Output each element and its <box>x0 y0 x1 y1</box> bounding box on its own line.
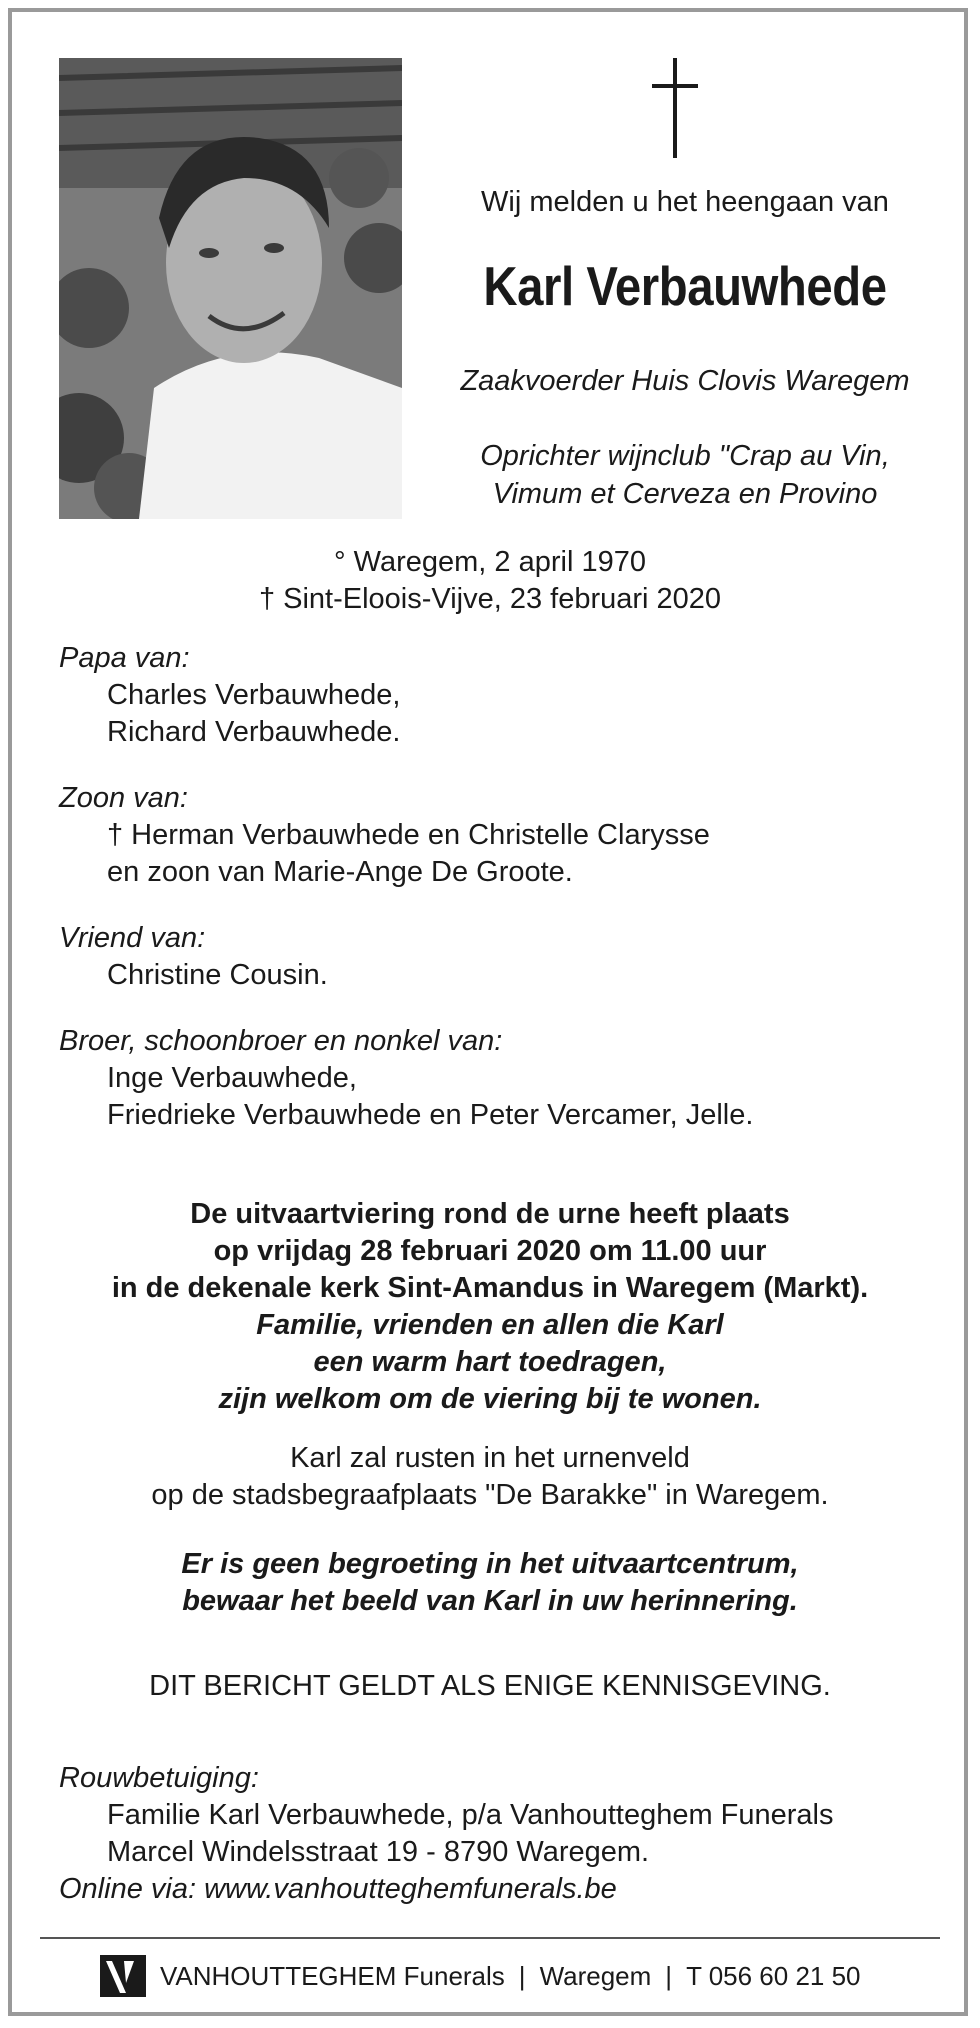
funeral-details <box>0 1196 980 1418</box>
footer <box>100 1951 861 2001</box>
greeting-line: bewaar het beeld van Karl in uw herinnering. <box>182 1585 798 1617</box>
footer-phone: T 056 60 21 50 <box>686 1960 861 1991</box>
death-date: † Sint-Eloois-Vijve, 23 februari 2020 <box>258 583 722 615</box>
footer-divider <box>40 1937 940 1939</box>
role-manager: Zaakvoerder Huis Clovis Waregem <box>460 365 910 397</box>
family-line: Christine Cousin. <box>107 959 328 991</box>
funeral-line: zijn welkom om de viering bij te wonen. <box>218 1383 762 1415</box>
greeting-note <box>0 1546 980 1620</box>
notice-text: DIT BERICHT GELDT ALS ENIGE KENNISGEVING. <box>149 1670 831 1702</box>
family-line: Inge Verbauwhede, <box>107 1062 357 1094</box>
family-heading: Papa van: <box>59 642 190 674</box>
footer-brand: VANHOUTTEGHEM Funerals <box>160 1960 505 1991</box>
resting-place <box>0 1440 980 1514</box>
condolences-heading: Rouwbetuiging: <box>59 1762 259 1794</box>
family-line: en zoon van Marie-Ange De Groote. <box>107 856 573 888</box>
funeral-line: Familie, vrienden en allen die Karl <box>256 1309 724 1341</box>
family-heading: Zoon van: <box>59 782 188 814</box>
family-papa <box>59 640 939 751</box>
life-dates <box>0 544 980 618</box>
funeral-line: een warm hart toedragen, <box>313 1346 667 1378</box>
funeral-line: in de dekenale kerk Sint-Amandus in Waregem (Markt). <box>111 1272 869 1304</box>
family-heading: Vriend van: <box>59 922 206 954</box>
condolences <box>59 1760 939 1908</box>
family-line: Charles Verbauwhede, <box>107 679 401 711</box>
rest-line: op de stadsbegraafplaats "De Barakke" in Waregem. <box>151 1479 829 1511</box>
footer-city: Waregem <box>539 1960 652 1991</box>
condolences-line: Familie Karl Verbauwhede, p/a Vanhoutteghem Funerals <box>107 1799 834 1831</box>
footer-separator: | <box>665 1960 673 1991</box>
cross-icon <box>640 58 710 160</box>
funeral-line: De uitvaartviering rond de urne heeft plaats <box>190 1198 790 1230</box>
birth-date: ° Waregem, 2 april 1970 <box>334 546 646 578</box>
rest-line: Karl zal rusten in het urnenveld <box>290 1442 690 1474</box>
family-line: Richard Verbauwhede. <box>107 716 401 748</box>
family-heading: Broer, schoonbroer en nonkel van: <box>59 1025 503 1057</box>
family-vriend <box>59 920 939 994</box>
portrait-photo <box>59 58 402 519</box>
role-founder-line1: Oprichter wijnclub "Crap au Vin, <box>480 440 890 472</box>
deceased-name: Karl Verbauwhede <box>483 255 887 317</box>
funeral-line: op vrijdag 28 februari 2020 om 11.00 uur <box>213 1235 767 1267</box>
role-founder-line2: Vimum et Cerveza en Provino <box>492 478 878 510</box>
family-line: Friedrieke Verbauwhede en Peter Vercamer, Jelle. <box>107 1099 754 1131</box>
greeting-line: Er is geen begroeting in het uitvaartcentrum, <box>181 1548 799 1580</box>
condolences-line: Marcel Windelsstraat 19 - 8790 Waregem. <box>107 1836 650 1868</box>
family-zoon <box>59 780 939 891</box>
footer-separator: | <box>518 1960 526 1991</box>
online-link[interactable]: Online via: www.vanhoutteghemfunerals.be <box>59 1873 617 1905</box>
announcement-text: Wij melden u het heengaan van <box>481 186 889 218</box>
family-broer <box>59 1023 939 1134</box>
family-line: † Herman Verbauwhede en Christelle Clarysse <box>107 819 710 851</box>
funeral-logo-icon <box>100 1953 146 1999</box>
role-founder <box>420 437 950 513</box>
